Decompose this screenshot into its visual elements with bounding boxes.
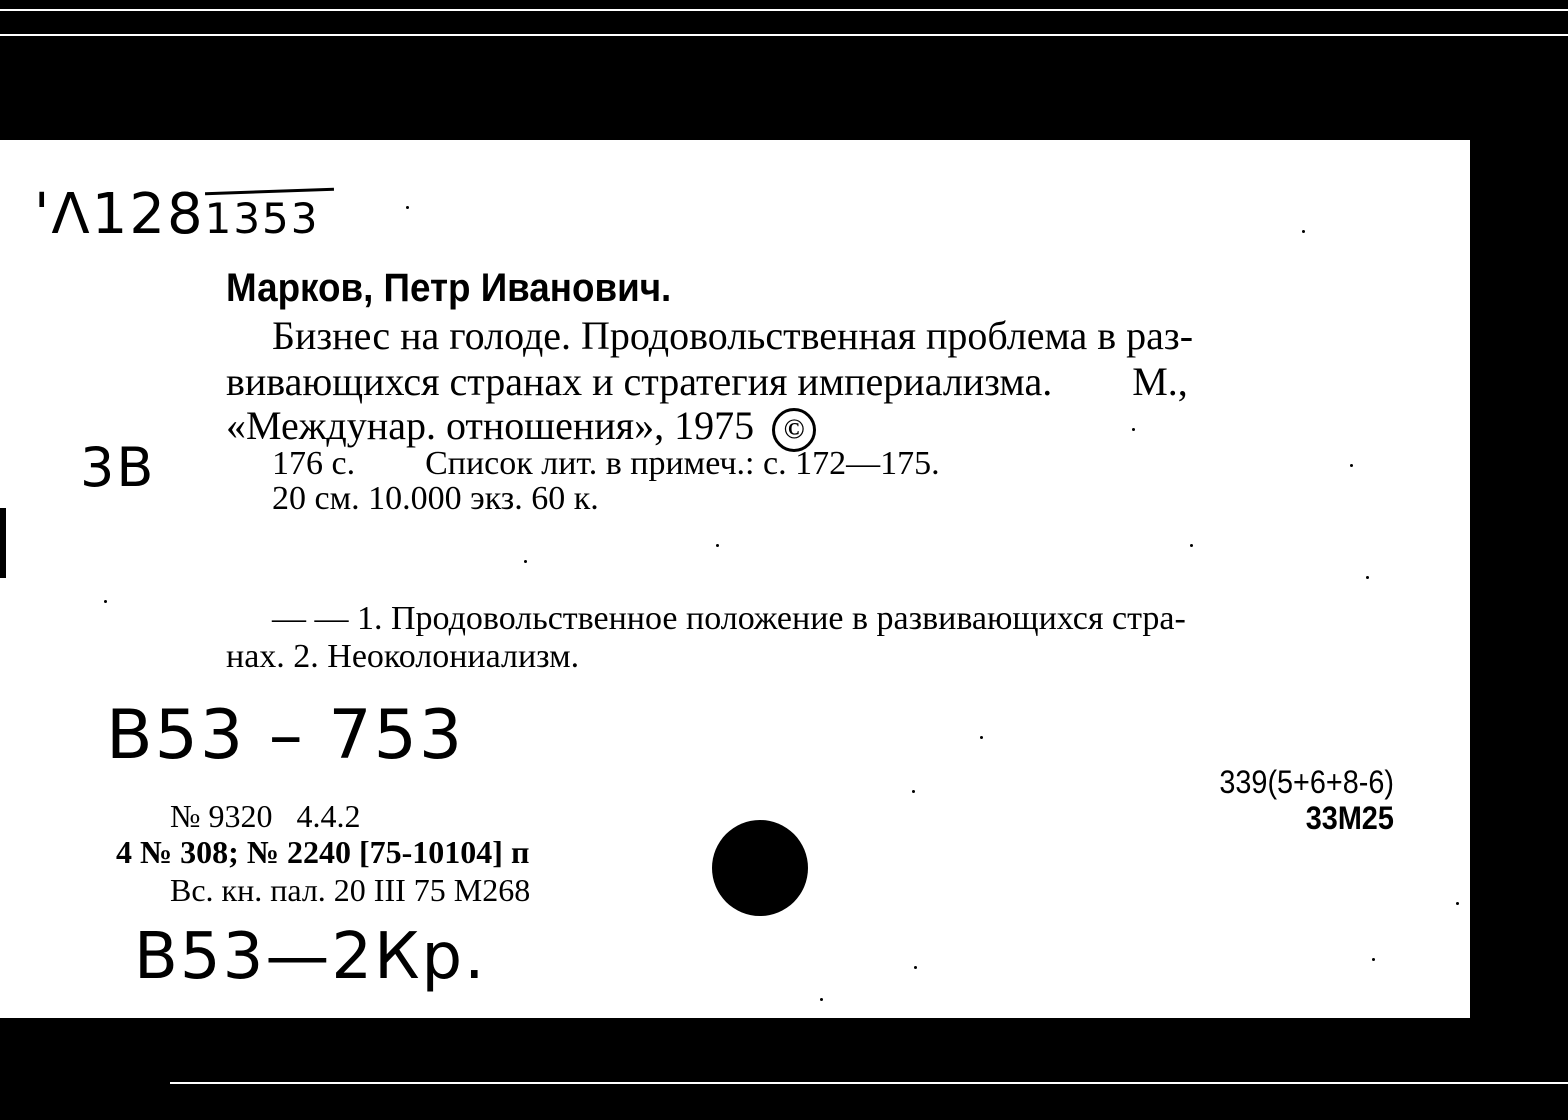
card-number-line-3: Вс. кн. пал. 20 III 75 М268 — [170, 872, 531, 908]
speck — [1366, 576, 1369, 579]
edge-mark — [0, 508, 6, 578]
scan-frame-line-top — [0, 9, 1568, 11]
card-number-line-2: 4 № 308; № 2240 [75-10104] п — [116, 834, 530, 870]
catalog-card — [0, 140, 1470, 1018]
classification-index: 339(5+6+8-6) — [1219, 764, 1394, 800]
speck — [1132, 428, 1135, 431]
speck — [716, 544, 719, 547]
scan-frame-line-top-2 — [0, 34, 1568, 36]
copyright-icon: © — [772, 408, 816, 452]
speck — [912, 790, 915, 793]
shelf-mark-main: 'Λ128 — [34, 182, 205, 247]
title-line-2: вивающихся странах и стратегия империализма. М., — [226, 359, 1188, 404]
format-line: 20 см. 10.000 экз. 60 к. — [272, 480, 599, 517]
title-line-1: Бизнес на голоде. Продовольственная проблема в раз- — [272, 313, 1194, 358]
collation-line — [272, 445, 940, 483]
publisher-year: «Междунар. отношения», 1975 — [226, 403, 755, 448]
handwritten-b53-753: B53 – 753 — [106, 696, 465, 775]
subject-line-2: нах. 2. Неоколониализм. — [226, 638, 580, 675]
punch-hole — [712, 820, 808, 916]
bibliography-note: Список лит. в примеч.: с. 172—175. — [425, 445, 940, 482]
subject-line-1: — — 1. Продовольственное положение в развивающихся стра- — [272, 600, 1186, 637]
speck — [104, 600, 107, 603]
speck — [1350, 464, 1353, 467]
speck — [524, 560, 527, 563]
speck — [980, 736, 983, 739]
speck — [1302, 230, 1305, 233]
speck — [820, 998, 823, 1001]
speck — [1456, 902, 1459, 905]
speck — [1372, 958, 1375, 961]
handwritten-b53-2kr: B53—2Кр. — [134, 920, 487, 994]
scan-frame-line-bottom — [170, 1082, 1568, 1084]
card-number-line-1: № 9320 4.4.2 — [170, 798, 361, 834]
author-mark: 33М25 — [1305, 800, 1394, 836]
speck — [406, 206, 409, 209]
speck — [1190, 544, 1193, 547]
pages: 176 с. — [272, 445, 356, 482]
shelf-mark-sup: 1353 — [204, 194, 320, 243]
speck — [914, 966, 917, 969]
handwritten-shelf-mark — [34, 182, 319, 247]
handwritten-3b: 3B — [80, 436, 156, 499]
author-heading: Марков, Петр Иванович. — [226, 266, 672, 310]
